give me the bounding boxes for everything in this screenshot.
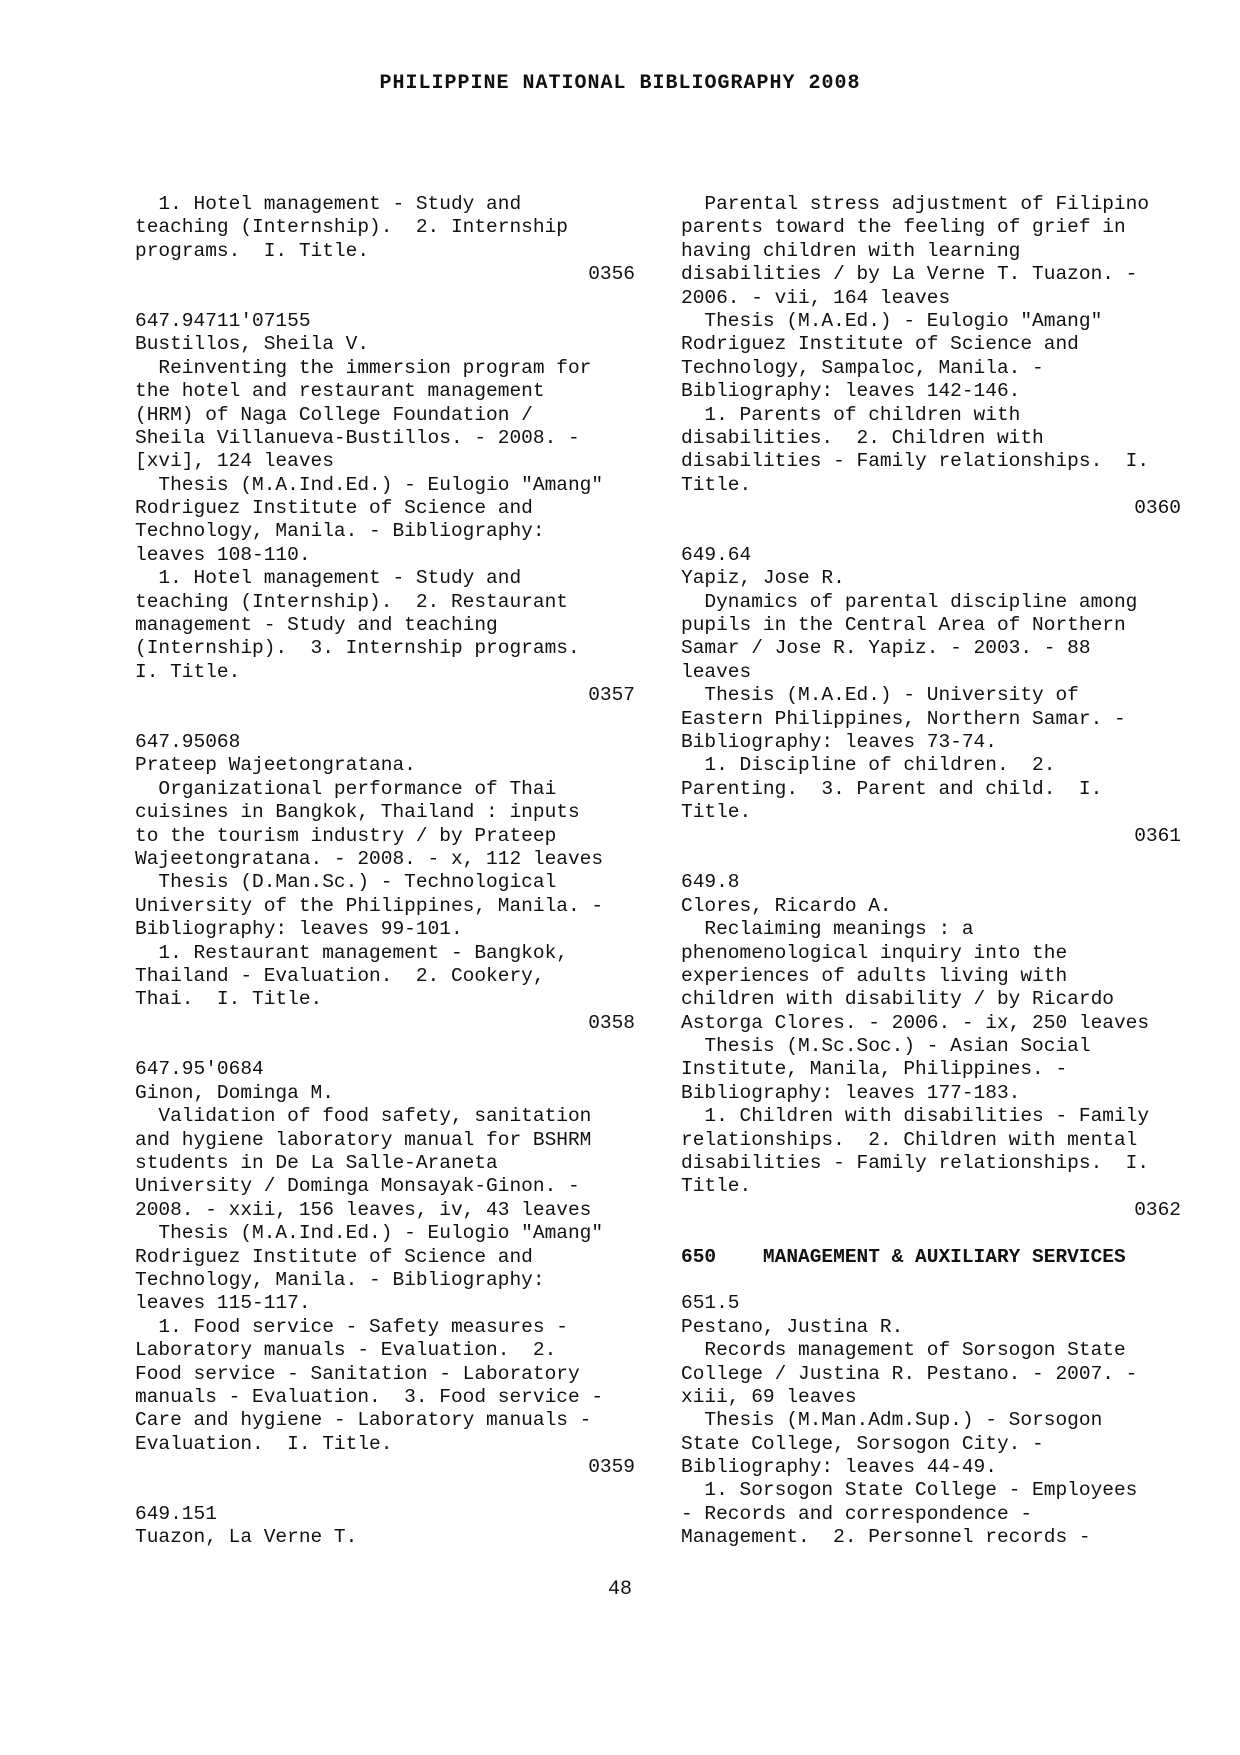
text-line: Validation of food safety, sanitation (135, 1105, 592, 1128)
text-line: Institute, Manila, Philippines. - (681, 1058, 1068, 1081)
text-line: 647.95068 (135, 730, 241, 753)
text-line: manuals - Evaluation. 3. Food service - (135, 1385, 604, 1408)
text-line: disabilities. 2. Children with (681, 426, 1044, 449)
text-line: [xvi], 124 leaves (135, 450, 334, 473)
text-line: I. Title. (135, 660, 241, 683)
text-line: 649.64 (681, 543, 752, 566)
text-line: 1. Hotel management - Study and (135, 567, 522, 590)
text-line: management - Study and teaching (135, 614, 498, 637)
text-line: Rodriguez Institute of Science and (135, 497, 533, 520)
text-line: (HRM) of Naga College Foundation / (135, 403, 533, 426)
page-number: 48 (607, 1578, 632, 1601)
blank-line (681, 1222, 1181, 1245)
text-line: Laboratory manuals - Evaluation. 2. (135, 1339, 557, 1362)
text-line: Bibliography: leaves 177-183. (681, 1081, 1021, 1104)
text-line: 1. Sorsogon State College - Employees (681, 1479, 1138, 1502)
text-line: State College, Sorsogon City. - (681, 1432, 1044, 1455)
text-line: Title. (681, 473, 752, 496)
text-line: Wajeetongratana. - 2008. - x, 112 leaves (135, 847, 604, 870)
text-line: phenomenological inquiry into the (681, 941, 1068, 964)
text-line: Yapiz, Jose R. (681, 567, 845, 590)
text-line: Rodriguez Institute of Science and (135, 1245, 533, 1268)
text-line: disabilities - Family relationships. I. (681, 450, 1150, 473)
text-line: Care and hygiene - Laboratory manuals - (135, 1409, 592, 1432)
text-line: Parental stress adjustment of Filipino (681, 193, 1150, 215)
text-line: Thesis (M.Man.Adm.Sup.) - Sorsogon (681, 1409, 1103, 1432)
text-line: Clores, Ricardo A. (681, 894, 892, 917)
blank-line (681, 1269, 1181, 1292)
entry-number: 0361 (1134, 824, 1181, 847)
text-line: Bibliography: leaves 73-74. (681, 730, 997, 753)
text-line: 649.8 (681, 871, 740, 894)
text-line: 2008. - xxii, 156 leaves, iv, 43 leaves (135, 1198, 592, 1221)
text-line: leaves 108-110. (135, 543, 311, 566)
text-line: 1. Food service - Safety measures - (135, 1315, 568, 1338)
section-heading: 650 MANAGEMENT & AUXILIARY SERVICES (681, 1245, 1126, 1268)
text-line: and hygiene laboratory manual for BSHRM (135, 1128, 592, 1151)
text-line: experiences of adults living with (681, 964, 1068, 987)
text-line: xiii, 69 leaves (681, 1385, 857, 1408)
text-line: Organizational performance of Thai (135, 777, 557, 800)
text-line: University / Dominga Monsayak-Ginon. - (135, 1175, 580, 1198)
entry-number: 0356 (588, 263, 635, 286)
text-line: Thesis (M.Sc.Soc.) - Asian Social (681, 1035, 1091, 1058)
text-line: Samar / Jose R. Yapiz. - 2003. - 88 (681, 637, 1091, 660)
blank-line (681, 520, 1181, 543)
text-line: Bibliography: leaves 99-101. (135, 918, 463, 941)
text-line: 651.5 (681, 1292, 740, 1315)
text-line: - Records and correspondence - (681, 1502, 1033, 1525)
text-line: Technology, Sampaloc, Manila. - (681, 356, 1044, 379)
text-line: Rodriguez Institute of Science and (681, 333, 1079, 356)
text-line: College / Justina R. Pestano. - 2007. - (681, 1362, 1138, 1385)
text-line: (Internship). 3. Internship programs. (135, 637, 580, 660)
text-line: Eastern Philippines, Northern Samar. - (681, 707, 1126, 730)
text-line: the hotel and restaurant management (135, 380, 545, 403)
text-line: teaching (Internship). 2. Restaurant (135, 590, 568, 613)
text-line: Astorga Clores. - 2006. - ix, 250 leaves (681, 1011, 1150, 1034)
text-line: University of the Philippines, Manila. - (135, 894, 604, 917)
text-line: 1. Discipline of children. 2. (681, 754, 1056, 777)
page-header: PHILIPPINE NATIONAL BIBLIOGRAPHY 2008 (379, 72, 861, 95)
text-line: having children with learning (681, 239, 1021, 262)
entry-number: 0358 (588, 1011, 635, 1034)
blank-line (135, 287, 635, 310)
text-line: Dynamics of parental discipline among (681, 590, 1138, 613)
text-line: 1. Hotel management - Study and (135, 193, 522, 215)
blank-line (135, 1479, 635, 1502)
text-line: relationships. 2. Children with mental (681, 1128, 1138, 1151)
text-line: Ginon, Dominga M. (135, 1081, 334, 1104)
text-line: parents toward the feeling of grief in (681, 216, 1126, 239)
right-column (681, 193, 1181, 1550)
text-line: Pestano, Justina R. (681, 1315, 904, 1338)
text-line: Technology, Manila. - Bibliography: (135, 1268, 545, 1291)
left-column (135, 193, 635, 1550)
text-line: Bustillos, Sheila V. (135, 333, 370, 356)
blank-line (135, 708, 635, 731)
text-line: Management. 2. Personnel records - (681, 1526, 1091, 1549)
text-line: Bibliography: leaves 44-49. (681, 1456, 997, 1479)
text-line: Thailand - Evaluation. 2. Cookery, (135, 964, 545, 987)
text-line: cuisines in Bangkok, Thailand : inputs (135, 801, 580, 824)
text-line: 649.151 (135, 1502, 217, 1525)
text-line: children with disability / by Ricardo (681, 988, 1114, 1011)
text-line: 2006. - vii, 164 leaves (681, 286, 951, 309)
text-line: Parenting. 3. Parent and child. I. (681, 777, 1103, 800)
text-line: 1. Restaurant management - Bangkok, (135, 941, 568, 964)
text-line: Evaluation. I. Title. (135, 1432, 393, 1455)
text-line: Thesis (M.A.Ed.) - Eulogio "Amang" (681, 309, 1103, 332)
text-line: to the tourism industry / by Prateep (135, 824, 557, 847)
text-line: Records management of Sorsogon State (681, 1339, 1126, 1362)
entry-number: 0362 (1134, 1198, 1181, 1221)
text-line: pupils in the Central Area of Northern (681, 614, 1126, 637)
text-line: Thesis (M.A.Ind.Ed.) - Eulogio "Amang" (135, 473, 604, 496)
text-line: Thai. I. Title. (135, 988, 323, 1011)
text-line: Thesis (M.A.Ind.Ed.) - Eulogio "Amang" (135, 1222, 604, 1245)
entry-number: 0357 (588, 684, 635, 707)
blank-line (681, 848, 1181, 871)
text-line: disabilities - Family relationships. I. (681, 1152, 1150, 1175)
text-line: students in De La Salle-Araneta (135, 1152, 498, 1175)
text-line: disabilities / by La Verne T. Tuazon. - (681, 263, 1138, 286)
text-line: Tuazon, La Verne T. (135, 1526, 358, 1549)
text-line: Technology, Manila. - Bibliography: (135, 520, 545, 543)
text-line: leaves 115-117. (135, 1292, 311, 1315)
text-line: Title. (681, 801, 752, 824)
text-line: Bibliography: leaves 142-146. (681, 380, 1021, 403)
text-line: Sheila Villanueva-Bustillos. - 2008. - (135, 426, 580, 449)
text-line: Reclaiming meanings : a (681, 918, 974, 941)
text-line: programs. I. Title. (135, 239, 370, 262)
text-line: teaching (Internship). 2. Internship (135, 216, 568, 239)
entry-number: 0359 (588, 1456, 635, 1479)
text-line: Food service - Sanitation - Laboratory (135, 1362, 580, 1385)
entry-number: 0360 (1134, 497, 1181, 520)
text-line: Thesis (D.Man.Sc.) - Technological (135, 871, 557, 894)
text-line: 647.95'0684 (135, 1058, 264, 1081)
text-line: Prateep Wajeetongratana. (135, 754, 416, 777)
blank-line (135, 1035, 635, 1058)
text-line: Thesis (M.A.Ed.) - University of (681, 684, 1079, 707)
text-line: leaves (681, 660, 752, 683)
text-line: 1. Children with disabilities - Family (681, 1105, 1150, 1128)
text-line: 647.94711'07155 (135, 309, 311, 332)
text-line: Title. (681, 1175, 752, 1198)
text-line: Reinventing the immersion program for (135, 356, 592, 379)
text-line: 1. Parents of children with (681, 403, 1021, 426)
